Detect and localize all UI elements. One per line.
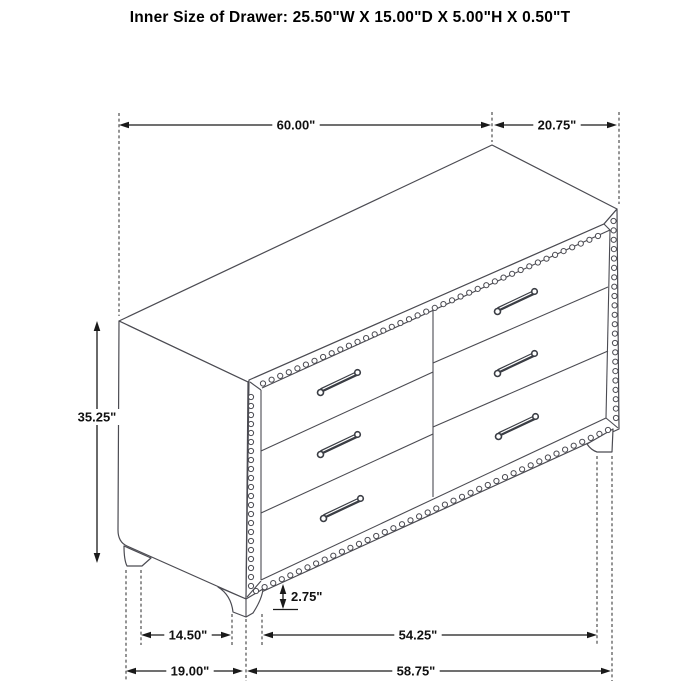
dresser-artwork (118, 145, 619, 617)
nailhead (451, 498, 456, 503)
nailhead (570, 245, 575, 250)
nailhead (248, 529, 253, 534)
nailhead (467, 290, 472, 295)
nailhead (286, 370, 291, 375)
nailhead (501, 275, 506, 280)
dimension-label-base-width: 58.75" (396, 663, 436, 679)
nailhead (248, 421, 253, 426)
dimension-top-width (119, 117, 491, 133)
nailhead (553, 252, 558, 257)
nailhead (248, 583, 253, 588)
nailhead (537, 459, 542, 464)
nailhead (399, 522, 404, 527)
nailhead (578, 241, 583, 246)
handle-left-hook (318, 452, 324, 458)
nailhead (248, 394, 253, 399)
page-title: Inner Size of Drawer: 25.50"W X 15.00"D X 5.00"H X 0.50"T (129, 9, 571, 26)
nailhead (406, 317, 411, 322)
nailhead (484, 283, 489, 288)
dimension-label-top-depth: 20.75" (537, 117, 577, 133)
nailhead (554, 451, 559, 456)
dimension-label-leg-height: 2.75" (291, 589, 323, 604)
dimension-leg-height (280, 584, 323, 609)
nailhead (322, 557, 327, 562)
nailhead (475, 286, 480, 291)
dimension-arrowhead (587, 632, 597, 639)
nailhead (509, 271, 514, 276)
nailhead (391, 526, 396, 531)
nailhead (425, 510, 430, 515)
handle-left-hook (321, 516, 327, 522)
nailhead (441, 302, 446, 307)
nailhead (485, 482, 490, 487)
dimension-label-top-width: 60.00" (276, 117, 316, 133)
dimension-arrowhead (263, 632, 273, 639)
nailhead (571, 443, 576, 448)
nailhead (511, 471, 516, 476)
dimension-arrowhead (607, 122, 617, 129)
nailhead (563, 447, 568, 452)
nailhead (248, 466, 253, 471)
nailhead (248, 538, 253, 543)
nailhead (398, 320, 403, 325)
handle-right-knob (532, 351, 538, 357)
dimension-arrowhead (233, 668, 243, 675)
nailhead (303, 362, 308, 367)
nailhead (432, 305, 437, 310)
nailhead (374, 533, 379, 538)
dimension-label-base-depth: 19.00" (170, 663, 210, 679)
dimension-label-base-inner-width: 54.25" (398, 627, 438, 643)
nailhead (248, 484, 253, 489)
nailhead (253, 588, 258, 593)
dimension-label-height: 35.25" (77, 409, 117, 425)
nailhead (520, 467, 525, 472)
nailhead (248, 430, 253, 435)
nailhead (605, 427, 610, 432)
nailhead (331, 553, 336, 558)
nailhead (312, 358, 317, 363)
nailhead (612, 265, 617, 270)
nailhead (269, 377, 274, 382)
nailhead (356, 541, 361, 546)
nailhead (248, 475, 253, 480)
nailhead (434, 506, 439, 511)
nailhead (248, 556, 253, 561)
nailhead (339, 549, 344, 554)
nailhead (364, 336, 369, 341)
nailhead (518, 267, 523, 272)
nailhead (248, 511, 253, 516)
nailhead (417, 514, 422, 519)
nailhead (612, 293, 617, 298)
nailhead (612, 340, 617, 345)
nailhead (477, 486, 482, 491)
nailhead (597, 431, 602, 436)
nailhead (424, 309, 429, 314)
dimension-arrowhead (280, 599, 287, 609)
nailhead (613, 369, 618, 374)
nailhead (278, 373, 283, 378)
nailhead (527, 264, 532, 269)
dimension-base-depth (126, 663, 243, 679)
dimension-arrowhead (119, 122, 129, 129)
dimension-arrowhead (280, 584, 287, 594)
handle-left-hook (496, 434, 502, 440)
handle-right-knob (358, 496, 364, 502)
nailhead (544, 256, 549, 261)
dimension-arrowhead (601, 668, 611, 675)
nailhead (415, 313, 420, 318)
nailhead (494, 478, 499, 483)
nailhead (382, 530, 387, 535)
nailhead (459, 494, 464, 499)
dimension-label-base-inner-depth: 14.50" (168, 627, 208, 643)
nailhead (613, 359, 618, 364)
nailhead (613, 415, 618, 420)
nailhead (611, 218, 616, 223)
nailhead (587, 237, 592, 242)
nailhead (502, 475, 507, 480)
handle-left-hook (495, 309, 501, 315)
nailhead (449, 298, 454, 303)
nailhead (442, 502, 447, 507)
nailhead (338, 347, 343, 352)
dimension-base-width (247, 663, 611, 679)
nailhead (262, 585, 267, 590)
dimension-arrowhead (247, 668, 257, 675)
nailhead (346, 343, 351, 348)
nailhead (613, 378, 618, 383)
nailhead (314, 561, 319, 566)
handle-left-hook (495, 371, 501, 377)
nailhead (372, 332, 377, 337)
nailhead (545, 455, 550, 460)
nailhead (381, 328, 386, 333)
nailhead (248, 565, 253, 570)
nailhead (468, 490, 473, 495)
nailhead (580, 439, 585, 444)
dimension-arrowhead (494, 122, 504, 129)
nailhead (296, 569, 301, 574)
nailhead (248, 403, 253, 408)
nailhead (612, 275, 617, 280)
nailhead (612, 331, 617, 336)
nailhead (279, 577, 284, 582)
nailhead (248, 547, 253, 552)
nailhead (288, 573, 293, 578)
nailhead (355, 339, 360, 344)
handle-left-hook (318, 390, 324, 396)
dimension-arrowhead (94, 553, 101, 563)
dimension-base-inner-width (263, 627, 597, 643)
nailhead (305, 565, 310, 570)
handle-right-knob (355, 370, 361, 376)
nailhead (613, 350, 618, 355)
nailhead (613, 397, 618, 402)
nailhead (248, 520, 253, 525)
nailhead (588, 435, 593, 440)
nailhead (612, 312, 617, 317)
nailhead (248, 439, 253, 444)
nailhead (295, 366, 300, 371)
nailhead (329, 351, 334, 356)
nailhead (561, 249, 566, 254)
nailhead (321, 354, 326, 359)
nailhead (595, 233, 600, 238)
dimension-top-depth (494, 117, 617, 133)
nailhead (248, 457, 253, 462)
nailhead (248, 493, 253, 498)
nailhead (612, 284, 617, 289)
dimension-base-inner-depth (141, 627, 231, 643)
nailhead (458, 294, 463, 299)
nailhead (408, 518, 413, 523)
dimension-arrowhead (141, 632, 151, 639)
nailhead (611, 247, 616, 252)
dimension-arrowhead (126, 668, 136, 675)
nailhead (365, 537, 370, 542)
nailhead (260, 381, 265, 386)
nailhead (613, 406, 618, 411)
nailhead (271, 581, 276, 586)
handle-right-knob (355, 432, 361, 438)
dimension-arrowhead (221, 632, 231, 639)
nailhead (611, 237, 616, 242)
nailhead (613, 387, 618, 392)
handle-right-knob (533, 414, 539, 420)
nailhead (528, 463, 533, 468)
nailhead (348, 545, 353, 550)
nailhead (248, 448, 253, 453)
dimension-arrowhead (94, 321, 101, 331)
nailhead (248, 412, 253, 417)
nailhead (248, 574, 253, 579)
nailhead (389, 324, 394, 329)
nailhead (612, 322, 617, 327)
nailhead (535, 260, 540, 265)
nailhead (611, 228, 616, 233)
nailhead (248, 502, 253, 507)
nailhead (492, 279, 497, 284)
handle-right-knob (532, 289, 538, 295)
dimension-arrowhead (481, 122, 491, 129)
nailhead (611, 256, 616, 261)
nailhead (612, 303, 617, 308)
dimension-height (73, 321, 120, 563)
